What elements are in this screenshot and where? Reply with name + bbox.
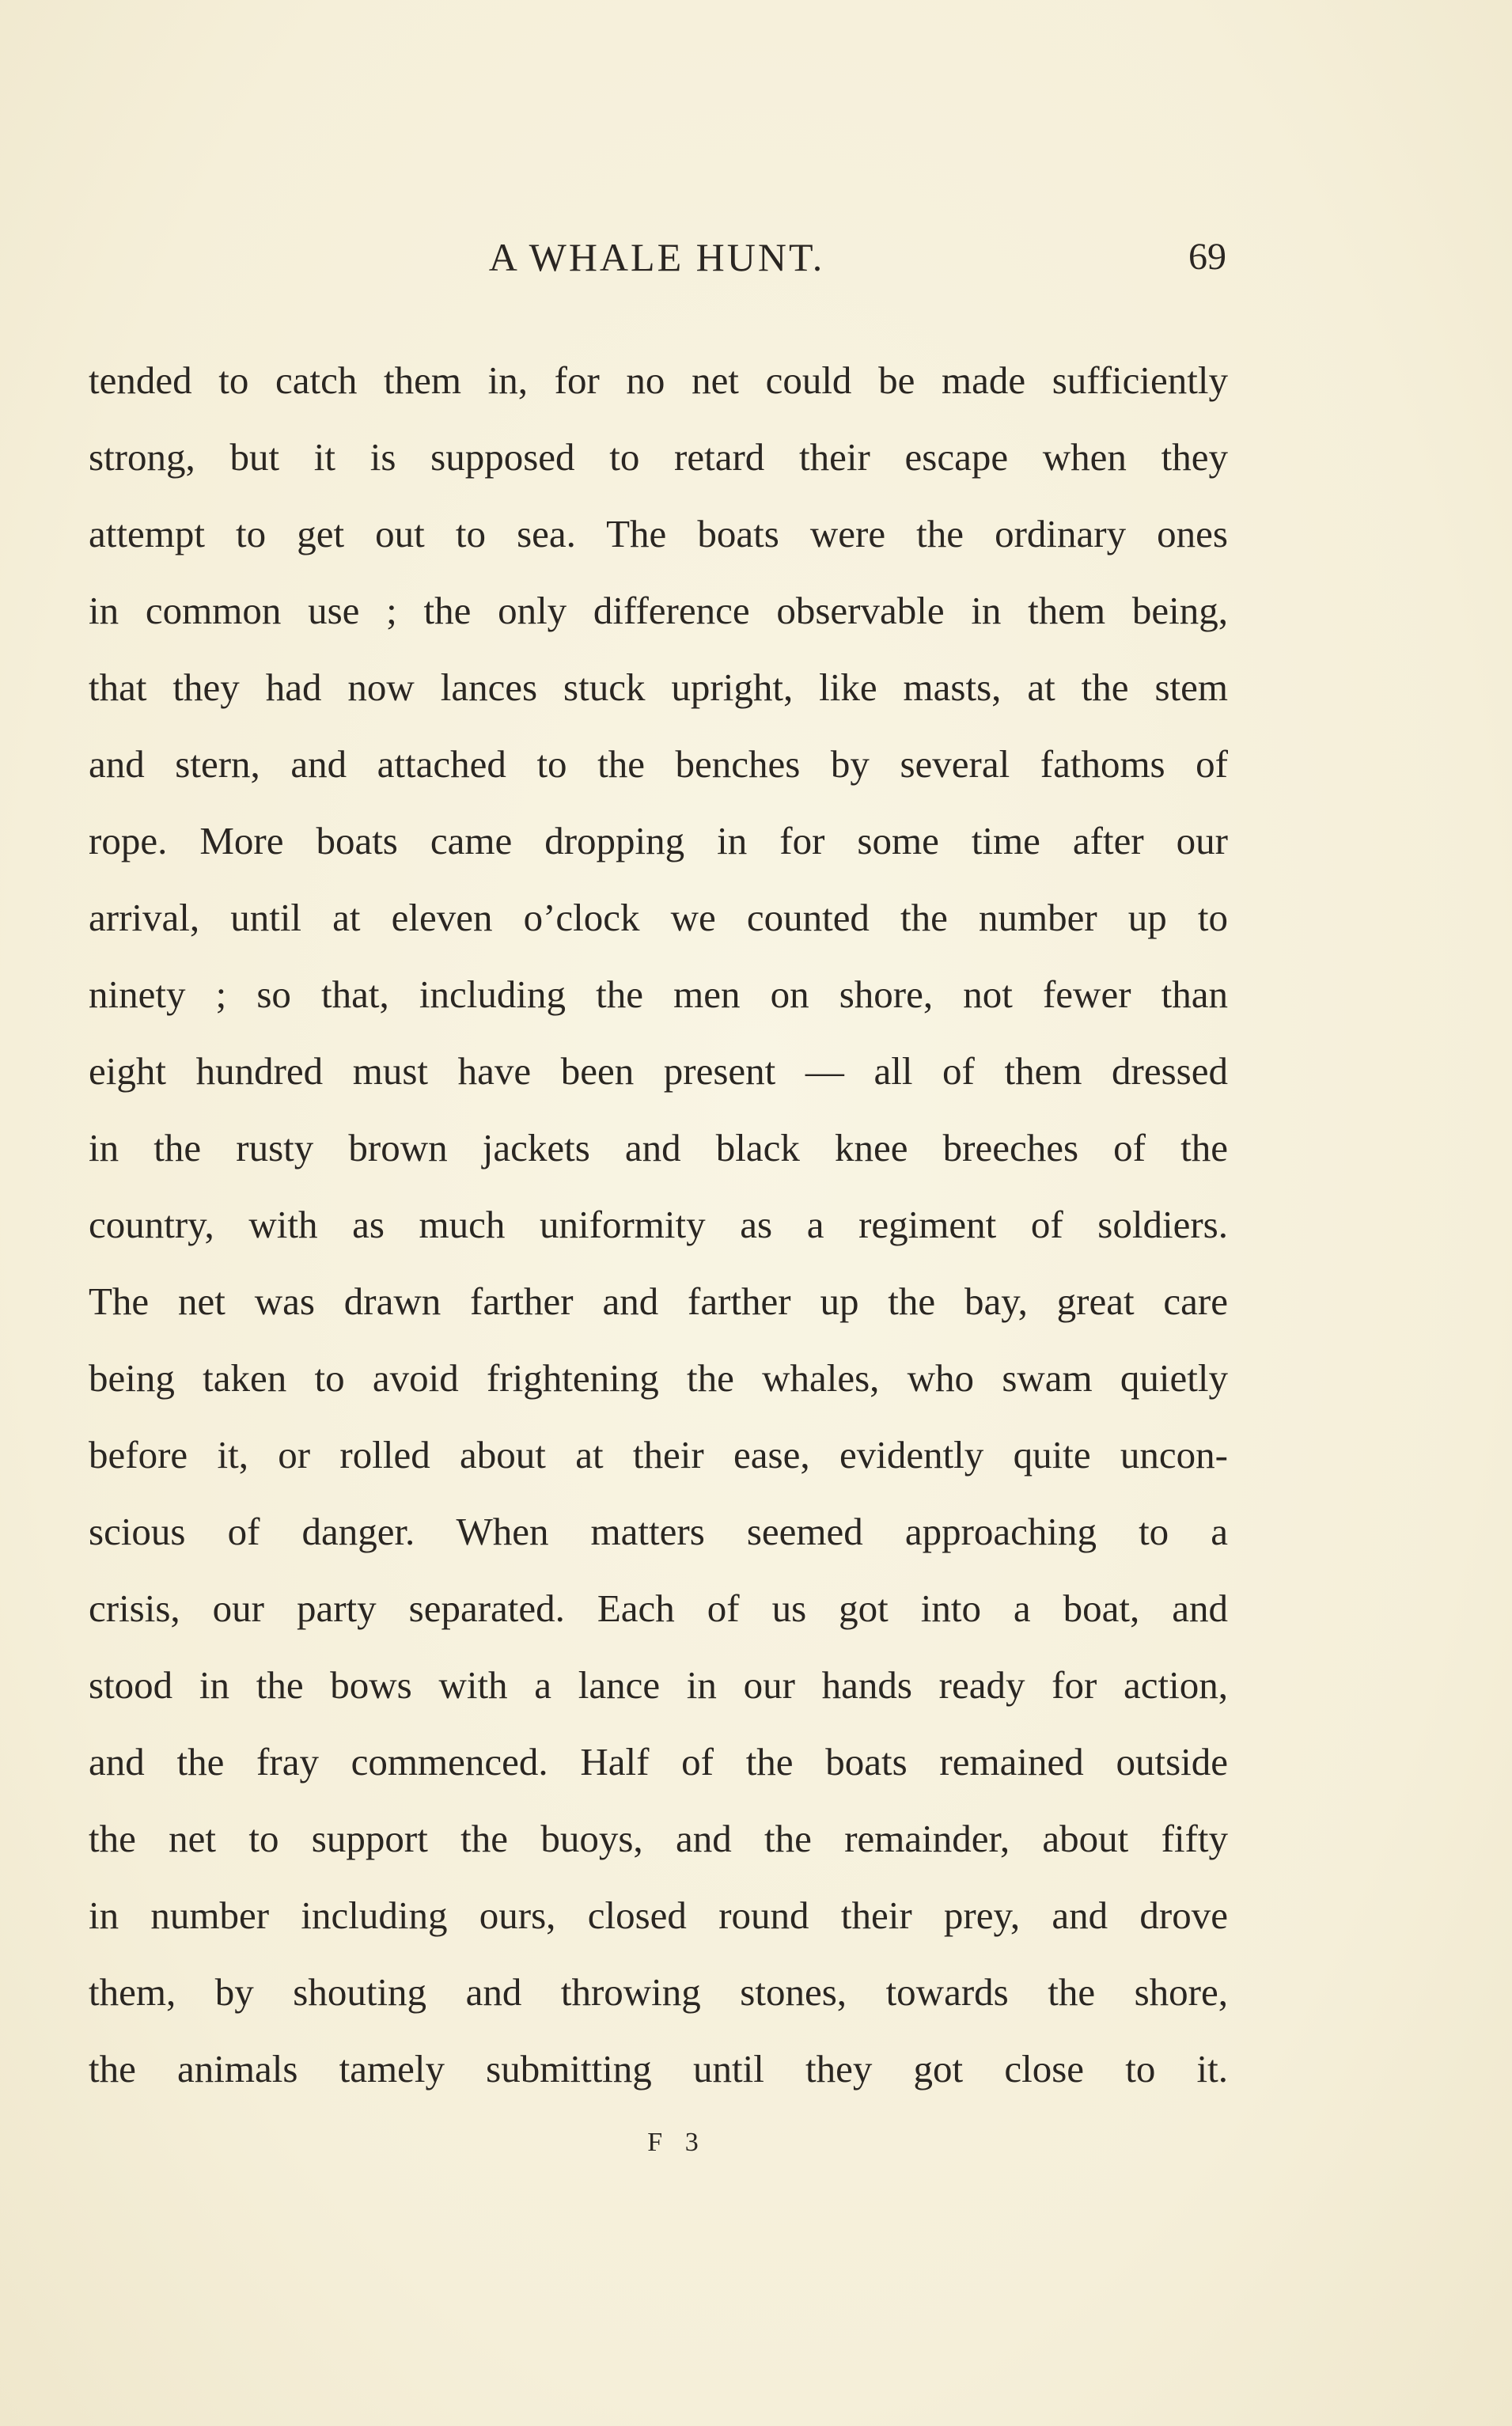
page-number: 69 xyxy=(1188,236,1226,278)
text-line: rope. More boats came dropping in for some time after our xyxy=(89,819,1228,862)
text-line: before it, or rolled about at their ease, evidently quite uncon- xyxy=(89,1433,1228,1476)
text-line: The net was drawn farther and farther up the bay, great care xyxy=(89,1279,1228,1323)
text-line: being taken to avoid frightening the whales, who swam quietly xyxy=(89,1356,1228,1400)
text-line: them, by shouting and throwing stones, towards the shore, xyxy=(89,1970,1228,2014)
signature-mark: F 3 xyxy=(647,2128,707,2157)
text-line: that they had now lances stuck upright, like masts, at the stem xyxy=(89,665,1228,709)
text-line: country, with as much uniformity as a regiment of soldiers. xyxy=(89,1203,1228,1246)
text-line: in number including ours, closed round their prey, and drove xyxy=(89,1893,1228,1937)
text-line: scious of danger. When matters seemed approaching to a xyxy=(89,1510,1228,1553)
text-line: and the fray commenced. Half of the boats remained outside xyxy=(89,1740,1228,1783)
text-line: ninety ; so that, including the men on shore, not fewer than xyxy=(89,972,1228,1016)
running-title: A WHALE HUNT. xyxy=(488,235,825,279)
text-line: stood in the bows with a lance in our hands ready for action, xyxy=(89,1663,1228,1707)
text-line: the animals tamely submitting until they got close to it. xyxy=(89,2047,1228,2091)
text-line: strong, but it is supposed to retard their escape when they xyxy=(89,435,1228,479)
text-line: eight hundred must have been present — all of them dressed xyxy=(89,1049,1228,1093)
text-line: attempt to get out to sea. The boats were the ordinary ones xyxy=(89,512,1228,555)
text-line: arrival, until at eleven o’clock we counted the number up to xyxy=(89,896,1228,939)
text-line: tended to catch them in, for no net could be made sufficiently xyxy=(89,358,1228,402)
text-line: crisis, our party separated. Each of us got into a boat, and xyxy=(89,1586,1228,1630)
text-line: in the rusty brown jackets and black knee breeches of the xyxy=(89,1126,1228,1169)
body-text xyxy=(89,342,1228,2107)
running-head xyxy=(87,229,1226,285)
text-line: in common use ; the only difference observable in them being, xyxy=(89,589,1228,632)
text-line: the net to support the buoys, and the remainder, about fifty xyxy=(89,1817,1228,1860)
text-line: and stern, and attached to the benches by several fathoms of xyxy=(89,742,1228,786)
